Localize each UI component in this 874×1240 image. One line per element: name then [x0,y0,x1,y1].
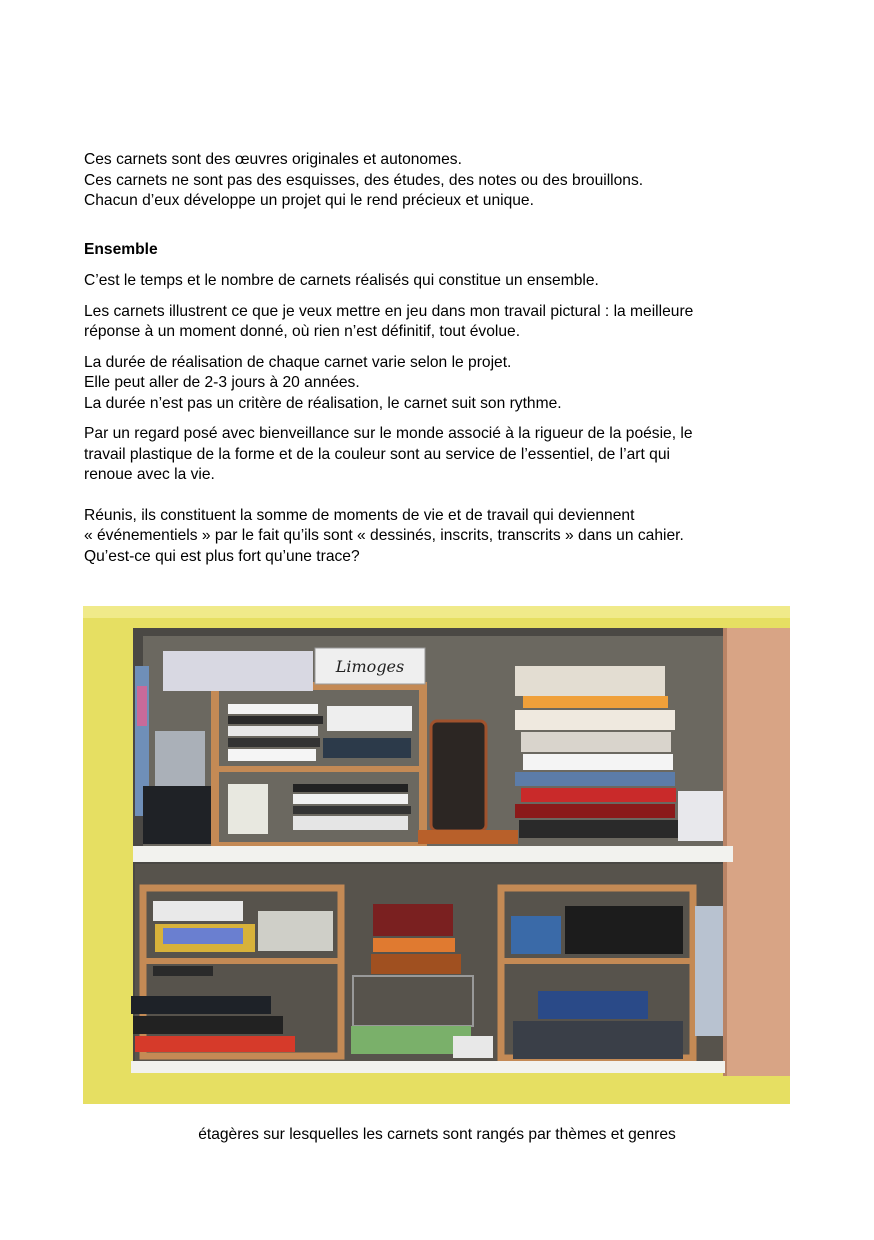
section-heading: Ensemble [84,241,158,258]
intro-block [84,150,784,212]
intro-line: Chacun d’eux développe un projet qui le rend précieux et unique. [84,192,534,209]
dark-case [431,721,486,831]
sliding-door [723,628,790,1076]
intro-line: Ces carnets ne sont pas des esquisses, des études, des notes ou des brouillons. [84,171,644,189]
photo-caption: étagères sur lesquelles les carnets sont rangés par thèmes et genres [198,1126,676,1143]
paragraph-line: Réunis, ils constituent la somme de moments de vie et de travail qui deviennent [84,506,635,524]
limoges-label: Limoges [335,657,405,676]
paragraph-4 [84,424,784,486]
paragraph-3 [84,353,784,415]
paragraph-line: La durée n’est pas un critère de réalisation, le carnet suit son rythme. [84,394,562,412]
paragraph-line: Qu’est-ce qui est plus fort qu’une trace? [84,547,360,565]
shelves-photo [83,606,790,1104]
paragraph-line: Par un regard posé avec bienveillance sur le monde associé à la rigueur de la poésie, le [84,425,693,442]
shelves-illustration [83,606,790,1104]
paragraph-line: La durée de réalisation de chaque carnet varie selon le projet. [84,353,512,371]
paragraph-line: réponse à un moment donné, où rien n’est définitif, tout évolue. [84,323,521,340]
paragraph-5 [84,506,784,568]
paragraph-1: C’est le temps et le nombre de carnets réalisés qui constitue un ensemble. [84,272,599,289]
paragraph-line: Les carnets illustrent ce que je veux mettre en jeu dans mon travail pictural : la meilleure [84,302,694,320]
paragraph-line: renoue avec la vie. [84,466,215,483]
paragraph-line: travail plastique de la forme et de la couleur sont au service de l’essentiel, de l’art qui [84,445,670,463]
paragraph-line: Elle peut aller de 2-3 jours à 20 années. [84,374,360,391]
body-text [84,271,784,567]
paragraph-2 [84,302,784,343]
paragraph-line: « événementiels » par le fait qu’ils sont « dessinés, inscrits, transcrits » dans un cahier. [84,527,684,544]
middle-shelf [133,846,733,862]
intro-line: Ces carnets sont des œuvres originales et autonomes. [84,151,462,168]
